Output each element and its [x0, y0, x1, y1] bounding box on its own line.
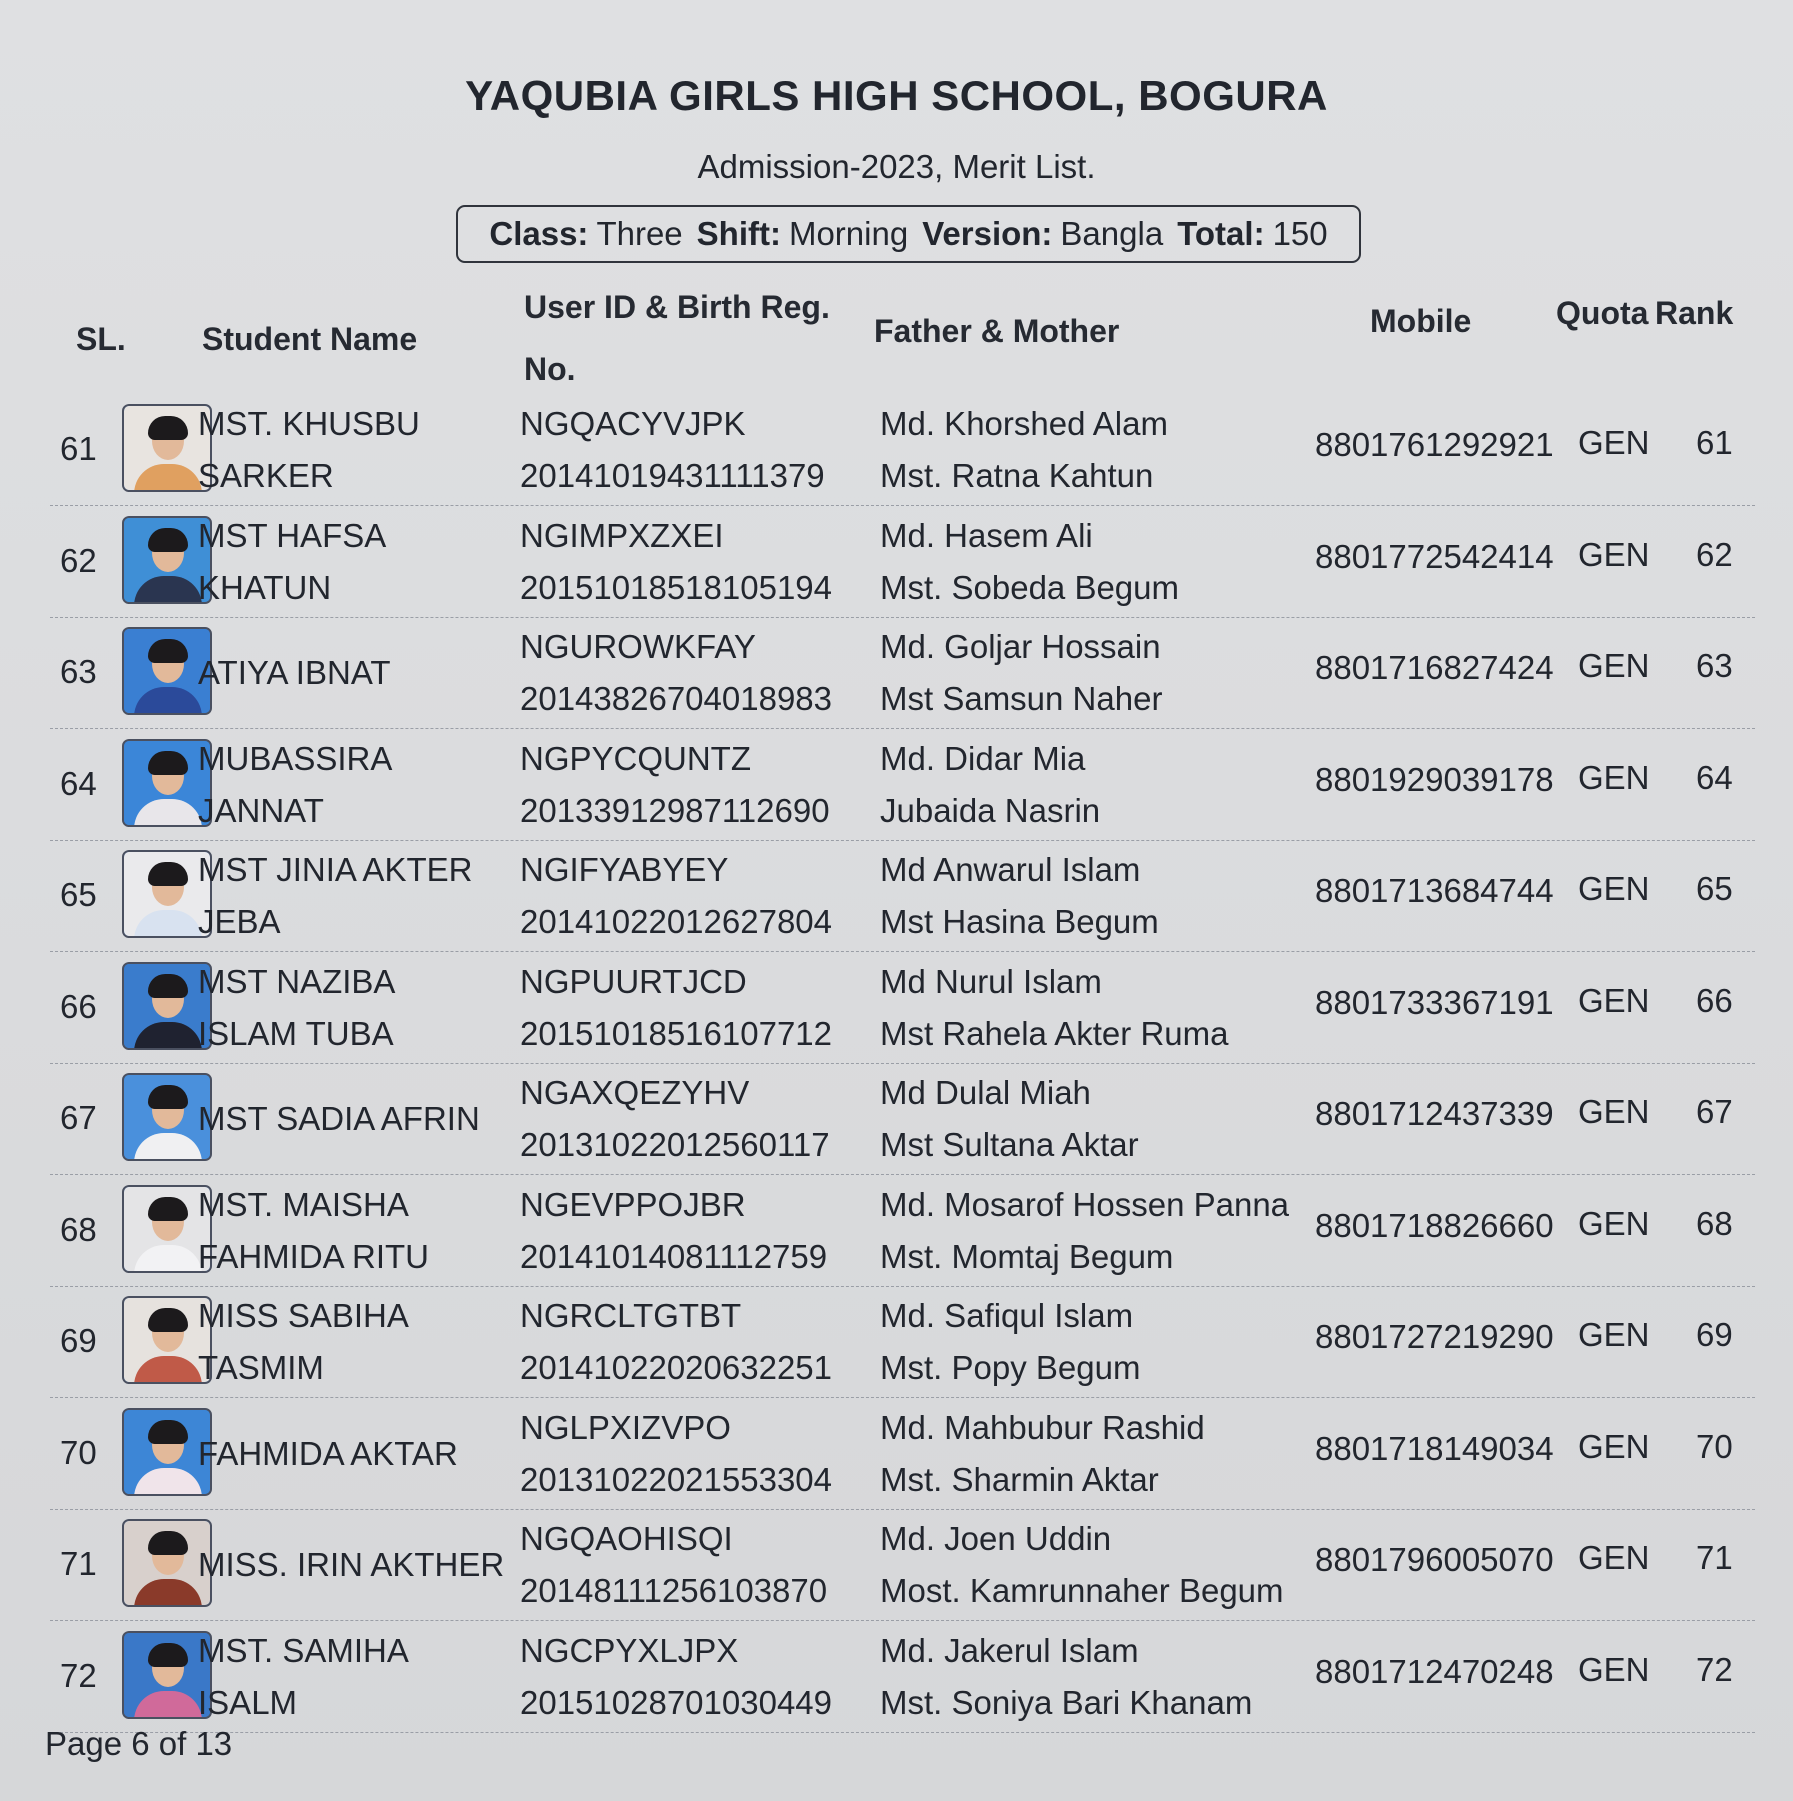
serial-number: 61 — [60, 430, 97, 467]
row-divider — [50, 728, 1755, 729]
mobile-number: 8801796005070 — [1315, 1541, 1554, 1578]
birth-reg-no: 20141022012627804 — [520, 903, 833, 940]
row-divider — [50, 1286, 1755, 1287]
user-id: NGIMPXZXEI — [520, 516, 724, 554]
father-name: Md. Hasem Ali — [880, 516, 1093, 554]
version-value: Bangla — [1060, 215, 1164, 252]
user-id-cell — [520, 1179, 827, 1283]
student-name-line2: JANNAT — [198, 791, 324, 829]
quota: GEN — [1578, 870, 1650, 907]
user-id-cell — [520, 956, 832, 1060]
table-row — [50, 1177, 1755, 1287]
rank: 62 — [1696, 535, 1733, 573]
quota: GEN — [1578, 424, 1650, 461]
mother-name: Mst. Momtaj Begum — [880, 1237, 1174, 1275]
birth-reg-no: 20131022012560117 — [520, 1126, 830, 1163]
father-name: Md Dulal Miah — [880, 1074, 1091, 1111]
student-name-line1: MST. MAISHA — [198, 1185, 409, 1223]
parents-cell — [880, 1290, 1140, 1394]
serial-number: 68 — [60, 1210, 97, 1248]
student-name-line1: MST JINIA AKTER — [198, 851, 473, 888]
shift-value: Morning — [788, 215, 909, 252]
rank: 66 — [1696, 981, 1733, 1019]
user-id: NGQACYVJPK — [520, 405, 746, 442]
user-id-cell — [520, 733, 830, 837]
mobile-number: 8801718826660 — [1315, 1206, 1554, 1244]
column-header-user-id: User ID & Birth Reg. — [524, 289, 830, 325]
row-divider — [50, 951, 1755, 952]
serial-number: 67 — [60, 1099, 97, 1136]
student-name-line2: FAHMIDA RITU — [198, 1237, 430, 1275]
row-divider — [50, 617, 1755, 618]
student-name — [198, 1428, 458, 1480]
mother-name: Mst Hasina Begum — [880, 903, 1159, 940]
birth-reg-no: 20131022021553304 — [520, 1460, 833, 1498]
serial-number: 63 — [60, 653, 97, 690]
father-name: Md. Joen Uddin — [880, 1520, 1112, 1557]
document-subtitle: Admission-2023, Merit List. — [697, 148, 1096, 185]
rank: 63 — [1696, 647, 1733, 684]
table-row — [50, 731, 1755, 841]
total-label: Total: — [1177, 215, 1265, 252]
student-name — [198, 733, 392, 837]
parents-cell — [880, 956, 1228, 1060]
mother-name: Mst Samsun Naher — [880, 680, 1163, 717]
column-header-rank: Rank — [1655, 295, 1734, 331]
birth-reg-no: 20151018516107712 — [520, 1014, 833, 1052]
mother-name: Jubaida Nasrin — [880, 791, 1101, 829]
quota: GEN — [1578, 758, 1650, 796]
student-name — [198, 398, 420, 502]
mobile-number: 8801761292921 — [1315, 426, 1554, 463]
student-name — [198, 510, 386, 614]
student-name-line1: MST. KHUSBU — [198, 405, 420, 442]
quota: GEN — [1578, 1204, 1650, 1242]
student-name-line2: JEBA — [198, 903, 281, 940]
quota: GEN — [1578, 1316, 1650, 1353]
student-name — [198, 1625, 409, 1729]
student-name-line1: MUBASSIRA — [198, 739, 393, 777]
mother-name: Mst. Soniya Bari Khanam — [880, 1683, 1253, 1721]
serial-number: 64 — [60, 764, 97, 802]
birth-reg-no: 20141019431111379 — [520, 457, 825, 494]
column-header-student-name: Student Name — [202, 321, 418, 357]
student-name — [198, 1539, 504, 1591]
version-label: Version: — [922, 215, 1053, 252]
quota: GEN — [1578, 647, 1650, 684]
mother-name: Most. Kamrunnaher Begum — [880, 1572, 1284, 1609]
student-name-line1: MISS SABIHA — [198, 1297, 409, 1334]
rank: 61 — [1696, 424, 1733, 461]
serial-number: 71 — [60, 1545, 97, 1582]
table-row — [50, 396, 1755, 506]
birth-reg-no: 20148111256103870 — [520, 1572, 828, 1609]
table-row — [50, 1511, 1755, 1621]
rank: 64 — [1696, 758, 1733, 796]
mother-name: Mst. Ratna Kahtun — [880, 457, 1154, 494]
birth-reg-no: 20151018518105194 — [520, 568, 833, 606]
table-row — [50, 1065, 1755, 1175]
father-name: Md. Mahbubur Rashid — [880, 1408, 1205, 1446]
father-name: Md. Mosarof Hossen Panna — [880, 1185, 1290, 1223]
serial-number: 65 — [60, 876, 97, 913]
parents-cell — [880, 1179, 1289, 1283]
row-divider — [50, 1620, 1755, 1621]
father-name: Md. Didar Mia — [880, 739, 1086, 777]
student-name — [198, 844, 472, 948]
user-id-cell — [520, 1290, 832, 1394]
mobile-number: 8801712437339 — [1315, 1095, 1554, 1132]
row-divider — [50, 1063, 1755, 1064]
birth-reg-no: 20151028701030449 — [520, 1683, 833, 1721]
serial-number: 66 — [60, 987, 97, 1025]
student-name-line1: FAHMIDA AKTAR — [198, 1434, 458, 1472]
student-name-line1: MST SADIA AFRIN — [198, 1100, 480, 1137]
quota: GEN — [1578, 981, 1650, 1019]
quota: GEN — [1578, 1427, 1650, 1465]
row-divider — [50, 505, 1755, 506]
table-row — [50, 1400, 1755, 1510]
rank: 71 — [1696, 1539, 1733, 1576]
student-name-line2: ISLAM TUBA — [198, 1014, 394, 1052]
birth-reg-no: 20133912987112690 — [520, 791, 830, 829]
user-id-cell — [520, 1513, 827, 1617]
class-info-box — [456, 205, 1361, 263]
mobile-number: 8801712470248 — [1315, 1652, 1554, 1690]
rank: 72 — [1696, 1650, 1733, 1688]
user-id-cell — [520, 398, 825, 502]
rank: 65 — [1696, 870, 1733, 907]
mother-name: Mst. Sharmin Aktar — [880, 1460, 1159, 1498]
mobile-number: 8801727219290 — [1315, 1318, 1554, 1355]
column-header-sl: SL. — [76, 321, 126, 357]
mobile-number: 8801733367191 — [1315, 983, 1554, 1021]
user-id-cell — [520, 1402, 832, 1506]
user-id-cell — [520, 621, 832, 725]
parents-cell — [880, 621, 1162, 725]
birth-reg-no: 20141022020632251 — [520, 1349, 833, 1386]
total-value: 150 — [1272, 215, 1328, 252]
quota: GEN — [1578, 1093, 1650, 1130]
student-name — [198, 1093, 480, 1145]
serial-number: 69 — [60, 1322, 97, 1359]
parents-cell — [880, 398, 1168, 502]
user-id: NGPYCQUNTZ — [520, 739, 751, 777]
school-title: YAQUBIA GIRLS HIGH SCHOOL, BOGURA — [465, 72, 1328, 119]
user-id-cell — [520, 1625, 832, 1729]
student-name — [198, 1290, 409, 1394]
row-divider — [50, 1397, 1755, 1398]
user-id: NGIFYABYEY — [520, 851, 729, 888]
user-id-cell — [520, 510, 832, 614]
user-id: NGEVPPOJBR — [520, 1185, 746, 1223]
page-number: Page 6 of 13 — [45, 1725, 233, 1762]
parents-cell — [880, 1625, 1252, 1729]
student-name-line2: SARKER — [198, 457, 334, 494]
class-label: Class: — [489, 215, 589, 252]
father-name: Md Anwarul Islam — [880, 851, 1141, 888]
parents-cell — [880, 510, 1179, 614]
serial-number: 72 — [60, 1656, 97, 1694]
father-name: Md Nurul Islam — [880, 962, 1102, 1000]
user-id: NGRCLTGTBT — [520, 1297, 742, 1334]
row-divider — [50, 1174, 1755, 1175]
shift-label: Shift: — [696, 215, 781, 252]
student-name-line1: MST. SAMIHA — [198, 1631, 409, 1669]
parents-cell — [880, 1402, 1205, 1506]
student-name — [198, 647, 391, 699]
mother-name: Mst Sultana Aktar — [880, 1126, 1139, 1163]
mobile-number: 8801718149034 — [1315, 1429, 1554, 1467]
student-name — [198, 1179, 429, 1283]
mobile-number: 8801929039178 — [1315, 760, 1554, 798]
mobile-number: 8801713684744 — [1315, 872, 1554, 909]
quota: GEN — [1578, 535, 1650, 573]
user-id-cell — [520, 844, 832, 948]
student-name — [198, 956, 395, 1060]
parents-cell — [880, 733, 1100, 837]
column-header-mobile: Mobile — [1370, 303, 1472, 339]
student-name-line2: TASMIM — [198, 1349, 324, 1386]
class-value: Three — [596, 215, 683, 252]
rank: 70 — [1696, 1427, 1733, 1465]
mother-name: Mst Rahela Akter Ruma — [880, 1014, 1229, 1052]
parents-cell — [880, 1067, 1139, 1171]
father-name: Md. Safiqul Islam — [880, 1297, 1134, 1334]
row-divider — [50, 1732, 1755, 1733]
rank: 67 — [1696, 1093, 1733, 1130]
birth-reg-no: 20141014081112759 — [520, 1237, 828, 1275]
student-name-line1: MISS. IRIN AKTHER — [198, 1546, 505, 1583]
table-row — [50, 619, 1755, 729]
table-row — [50, 508, 1755, 618]
column-header-quota: Quota — [1556, 295, 1649, 331]
mother-name: Mst. Sobeda Begum — [880, 568, 1179, 606]
user-id: NGAXQEZYHV — [520, 1074, 750, 1111]
user-id: NGCPYXLJPX — [520, 1631, 739, 1669]
row-divider — [50, 840, 1755, 841]
parents-cell — [880, 1513, 1284, 1617]
student-name-line2: KHATUN — [198, 568, 332, 606]
parents-cell — [880, 844, 1159, 948]
student-name-line1: ATIYA IBNAT — [198, 654, 391, 691]
mobile-number: 8801772542414 — [1315, 537, 1554, 575]
table-row — [50, 1623, 1755, 1733]
father-name: Md. Jakerul Islam — [880, 1631, 1139, 1669]
quota: GEN — [1578, 1650, 1650, 1688]
father-name: Md. Khorshed Alam — [880, 405, 1168, 442]
user-id-cell — [520, 1067, 830, 1171]
row-divider — [50, 1509, 1755, 1510]
birth-reg-no: 20143826704018983 — [520, 680, 833, 717]
student-name-line1: MST NAZIBA — [198, 962, 396, 1000]
mobile-number: 8801716827424 — [1315, 649, 1554, 686]
serial-number: 70 — [60, 1433, 97, 1471]
student-name-line2: ISALM — [198, 1683, 298, 1721]
serial-number: 62 — [60, 541, 97, 579]
user-id: NGPUURTJCD — [520, 962, 747, 1000]
mother-name: Mst. Popy Begum — [880, 1349, 1141, 1386]
table-row — [50, 954, 1755, 1064]
quota: GEN — [1578, 1539, 1650, 1576]
table-row — [50, 1288, 1755, 1398]
user-id: NGUROWKFAY — [520, 628, 756, 665]
column-header-parents: Father & Mother — [874, 313, 1120, 349]
user-id: NGLPXIZVPO — [520, 1408, 731, 1446]
rank: 68 — [1696, 1204, 1733, 1242]
father-name: Md. Goljar Hossain — [880, 628, 1161, 665]
student-name-line1: MST HAFSA — [198, 516, 387, 554]
table-row — [50, 842, 1755, 952]
column-header-user-id-no: No. — [524, 351, 576, 387]
rank: 69 — [1696, 1316, 1733, 1353]
user-id: NGQAOHISQI — [520, 1520, 733, 1557]
